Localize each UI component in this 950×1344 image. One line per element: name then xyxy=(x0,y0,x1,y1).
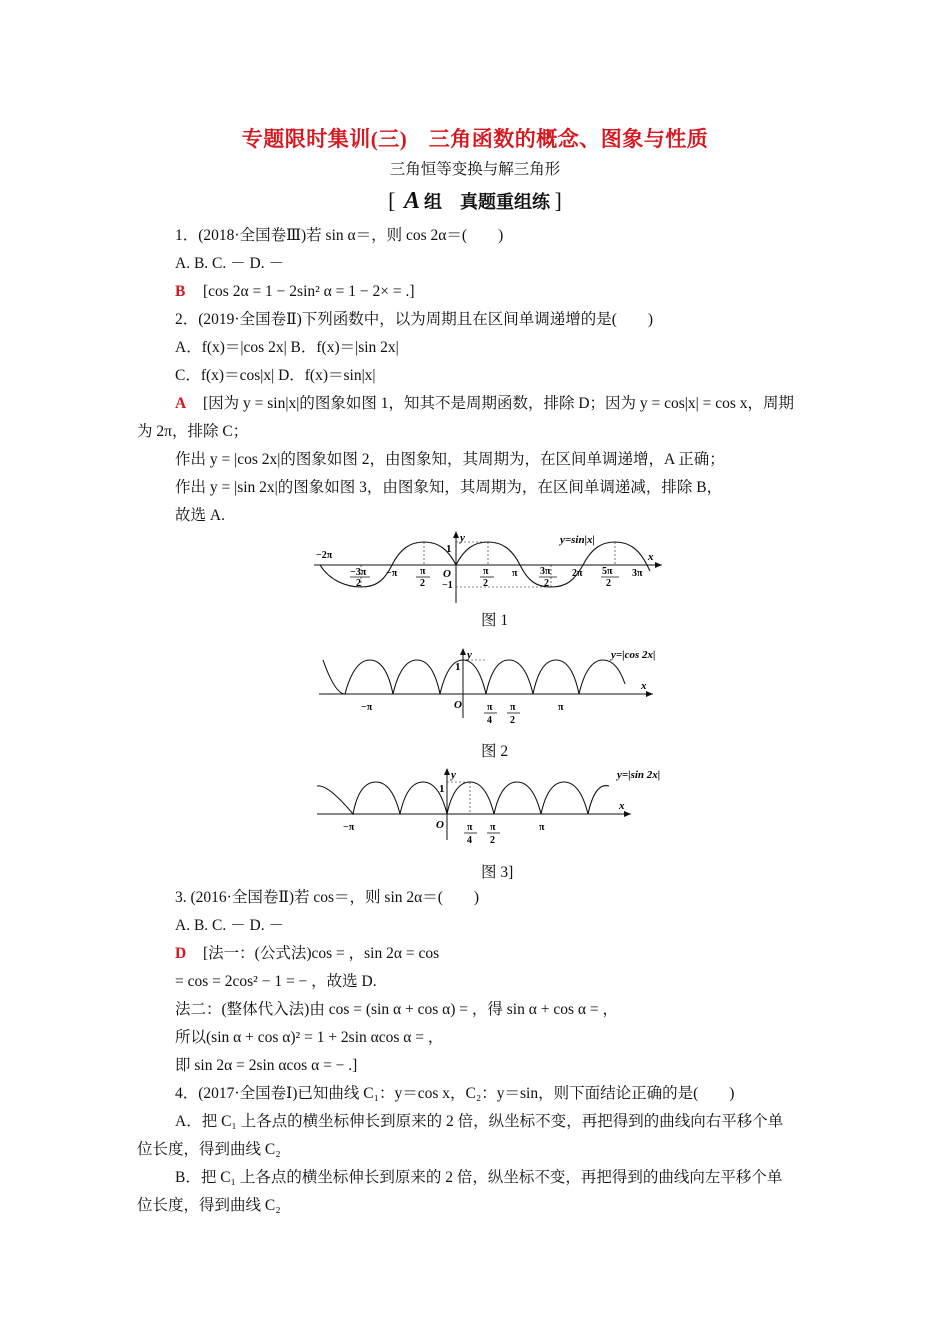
fig2-tick-pi2-den: 2 xyxy=(510,715,515,726)
group-bracket-right: ] xyxy=(554,188,562,213)
fig1-tick-3pi2-num: 3π xyxy=(540,566,551,577)
q2-solution-line2: 为 2π，排除 C； xyxy=(137,423,249,440)
fig1-func-label: y=sin|x| xyxy=(560,534,595,546)
q3-stem: 3. (2016·全国卷Ⅱ)若 cos＝，则 sin 2α＝( ) xyxy=(175,889,480,906)
group-text: 组 真题重组练 xyxy=(424,192,550,212)
fig2-tick-pi2-num: π xyxy=(510,702,516,713)
fig2-tick-pi4-den: 4 xyxy=(487,715,492,726)
fig3-x-label: x xyxy=(619,800,625,812)
figure-1-sin-abs-x xyxy=(310,527,670,607)
fig1-x-arrow xyxy=(655,562,662,568)
figure-2-caption: 图 2 xyxy=(481,743,509,760)
fig1-tick-minus-3pi2-den: 2 xyxy=(356,578,361,589)
fig2-func-label: y=|cos 2x| xyxy=(611,649,656,661)
q2-solution-line4: 作出 y = |sin 2x|的图象如图 3，由图象知，其周期为，在区间单调递减，排除 B， xyxy=(175,479,723,496)
fig1-minus-one: −1 xyxy=(442,580,453,591)
q3-solution-line2: = cos = 2cos² − 1 = − ，故选 D. xyxy=(175,973,377,990)
q4-option-a-line1: A．把 C₁ 上各点的横坐标伸长到原来的 2 倍，纵坐标不变，再把得到的曲线向右平移个单 xyxy=(175,1113,784,1130)
q2-solution-line3: 作出 y = |cos 2x|的图象如图 2，由图象知，其周期为，在区间单调递增，A 正确； xyxy=(175,451,725,468)
fig1-x-label: x xyxy=(648,551,654,563)
fig2-tick-minus-pi: −π xyxy=(361,702,373,713)
fig2-y-arrow xyxy=(460,648,466,655)
fig2-origin: O xyxy=(454,699,462,711)
fig3-x-arrow xyxy=(624,811,631,817)
q2-solution-line1: [因为 y = sin|x|的图象如图 1，知其不是周期函数，排除 D；因为 y = cos|x| = cos x，周期 xyxy=(203,395,795,412)
group-letter: A xyxy=(403,188,420,214)
fig3-curve xyxy=(317,782,609,814)
fig3-y-arrow xyxy=(444,768,450,775)
fig3-one: 1 xyxy=(439,783,445,795)
fig3-tick-minus-pi: −π xyxy=(343,822,355,833)
fig1-tick-3pi2-den: 2 xyxy=(544,578,549,589)
fig3-tick-pi4-den: 4 xyxy=(467,835,472,846)
fig1-tick-2pi: 2π xyxy=(572,568,583,579)
figure-1-caption: 图 1 xyxy=(481,612,509,629)
fig2-curve xyxy=(323,660,625,694)
fig1-tick-minus-pi2-num: π xyxy=(420,566,426,577)
q1-options: A. B. C. － D. － xyxy=(175,255,284,272)
fig1-one: 1 xyxy=(446,543,452,555)
fig2-x-arrow xyxy=(646,691,653,697)
q1-stem: 1．(2018·全国卷Ⅲ)若 sin α＝，则 cos 2α＝( ) xyxy=(175,227,504,244)
q3-solution-line4: 所以(sin α + cos α)² = 1 + 2sin αcos α = ， xyxy=(175,1029,444,1046)
fig2-x-label: x xyxy=(641,680,647,692)
q3-solution-line1: [法一：(公式法)cos = ，sin 2α = cos xyxy=(203,945,440,962)
group-heading xyxy=(0,188,950,215)
q4-option-b-line1: B．把 C₁ 上各点的横坐标伸长到原来的 2 倍，纵坐标不变，再把得到的曲线向左平移个单 xyxy=(175,1169,783,1186)
q4-stem: 4．(2017·全国卷Ⅰ)已知曲线 C₁：y＝cos x，C₂：y＝sin，则下面结论正确的是( ) xyxy=(175,1085,735,1102)
fig1-tick-minus-pi: −π xyxy=(386,568,398,579)
q2-answer: A xyxy=(175,395,187,412)
fig3-func-label: y=|sin 2x| xyxy=(617,769,661,781)
q1-answer: B xyxy=(175,283,186,300)
fig2-tick-pi: π xyxy=(558,702,564,713)
fig1-tick-5pi2-num: 5π xyxy=(602,566,613,577)
figure-3-caption: 图 3] xyxy=(481,864,514,881)
fig1-y-label: y xyxy=(460,532,465,544)
fig1-tick-5pi2-den: 2 xyxy=(606,578,611,589)
fig1-tick-pi2-num: π xyxy=(483,566,489,577)
fig3-tick-pi2-den: 2 xyxy=(490,835,495,846)
q2-stem: 2．(2019·全国卷Ⅱ)下列函数中，以为周期且在区间单调递增的是( ) xyxy=(175,311,654,328)
fig1-tick-minus-pi2-den: 2 xyxy=(420,578,425,589)
q1-solution: [cos 2α = 1 − 2sin² α = 1 − 2× = .] xyxy=(203,283,415,300)
group-bracket-left: [ xyxy=(388,188,396,213)
fig1-y-arrow xyxy=(453,531,459,538)
q3-solution-line3: 法二：(整体代入法)由 cos = (sin α + cos α) = ，得 sin α + cos α = ， xyxy=(175,1001,618,1018)
fig3-origin: O xyxy=(436,819,444,831)
fig1-tick-pi: π xyxy=(512,568,518,579)
q3-answer: D xyxy=(175,945,187,962)
q2-options-ab: A．f(x)＝|cos 2x| B．f(x)＝|sin 2x| xyxy=(175,339,399,356)
fig3-tick-pi4-num: π xyxy=(467,822,473,833)
page-subtitle: 三角恒等变换与解三角形 xyxy=(389,161,561,178)
fig1-origin: O xyxy=(443,568,451,580)
q4-option-a-line2: 位长度，得到曲线 C₂ xyxy=(137,1141,281,1158)
fig3-tick-pi: π xyxy=(539,822,545,833)
q4-option-b-line2: 位长度，得到曲线 C₂ xyxy=(137,1197,281,1214)
fig2-tick-pi4-num: π xyxy=(487,702,493,713)
fig2-y-label: y xyxy=(467,649,472,661)
page-title: 专题限时集训(三) 三角函数的概念、图象与性质 xyxy=(241,127,709,151)
q2-options-cd: C．f(x)＝cos|x| D．f(x)＝sin|x| xyxy=(175,367,376,384)
q3-options: A. B. C. － D. － xyxy=(175,917,284,934)
fig1-tick-pi2-den: 2 xyxy=(483,578,488,589)
fig1-tick-minus-2pi: −2π xyxy=(316,550,333,561)
fig2-one: 1 xyxy=(455,661,461,673)
q2-solution-line5: 故选 A. xyxy=(175,507,225,524)
fig3-tick-pi2-num: π xyxy=(490,822,496,833)
figure-2-abs-cos-2x xyxy=(315,644,675,730)
fig3-y-label: y xyxy=(451,769,456,781)
figure-3-abs-sin-2x xyxy=(313,764,683,850)
fig1-tick-3pi: 3π xyxy=(632,568,643,579)
fig1-tick-minus-3pi2-num: −3π xyxy=(350,567,367,578)
q3-solution-line5: 即 sin 2α = 2sin αcos α = − .] xyxy=(175,1057,358,1074)
